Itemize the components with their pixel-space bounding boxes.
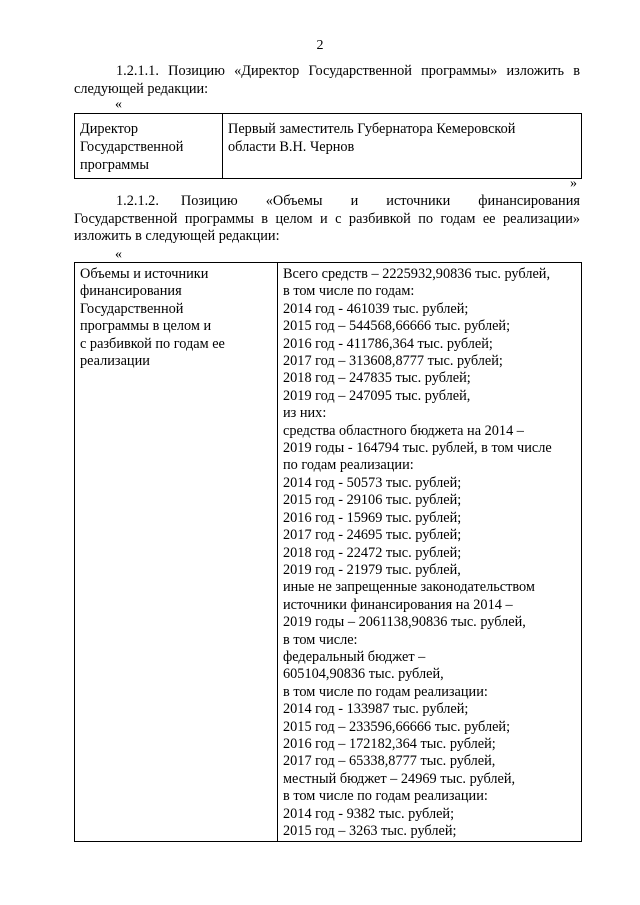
financing-value-line: из них: bbox=[283, 405, 327, 422]
financing-value-line: Всего средств – 2225932,90836 тыс. рублей, bbox=[283, 266, 551, 282]
financing-value-line: в том числе по годам реализации: bbox=[283, 788, 488, 805]
director-value-cell bbox=[223, 114, 582, 179]
open-quote-1: « bbox=[115, 97, 122, 112]
director-table bbox=[74, 113, 582, 179]
section-1-text: Позицию «Директор Государственной программы» изложить в следующей редакции: bbox=[74, 63, 580, 97]
financing-value-line: местный бюджет – 24969 тыс. рублей, bbox=[283, 770, 516, 787]
financing-value-line: 2015 год - 29106 тыс. рублей; bbox=[283, 492, 462, 509]
financing-value-line: иные не запрещенные законодательством bbox=[283, 579, 535, 596]
table-row bbox=[75, 263, 582, 842]
section-2-number: 1.2.1.2. bbox=[116, 193, 159, 209]
financing-value-line: 2015 год – 233596,66666 тыс. рублей; bbox=[283, 718, 511, 735]
financing-label-line: реализации bbox=[80, 353, 150, 370]
financing-value-line: 2019 год - 21979 тыс. рублей, bbox=[283, 561, 461, 578]
financing-value-line: 605104,90836 тыс. рублей, bbox=[283, 666, 444, 683]
financing-value-line: 2014 год - 50573 тыс. рублей; bbox=[283, 474, 462, 491]
financing-value-line: в том числе по годам реализации: bbox=[283, 683, 488, 700]
financing-label-line: Объемы и источники bbox=[80, 266, 209, 282]
financing-value-line: по годам реализации: bbox=[283, 457, 414, 474]
financing-value-line: 2019 год – 247095 тыс. рублей, bbox=[283, 387, 471, 404]
financing-value-line: 2017 год - 24695 тыс. рублей; bbox=[283, 527, 462, 544]
financing-value-line: 2018 год – 247835 тыс. рублей; bbox=[283, 370, 471, 387]
director-label-line: программы bbox=[80, 157, 150, 173]
financing-value-line: 2015 год – 3263 тыс. рублей; bbox=[283, 823, 457, 839]
financing-value-line: 2017 год – 313608,8777 тыс. рублей; bbox=[283, 353, 503, 370]
financing-value-line: в том числе по годам: bbox=[283, 283, 415, 300]
financing-value-line: 2014 год - 461039 тыс. рублей; bbox=[283, 300, 469, 317]
financing-value-line: 2014 год - 9382 тыс. рублей; bbox=[283, 805, 455, 822]
section-1-paragraph bbox=[74, 63, 580, 98]
section-2-word: Позицию bbox=[180, 193, 238, 209]
financing-label-cell bbox=[75, 263, 278, 842]
financing-table bbox=[74, 262, 582, 842]
section-2-word: источники bbox=[386, 193, 451, 209]
section-2-line-2: Государственной программы в целом и с разбивкой по годам ее реализации» bbox=[74, 210, 580, 227]
section-2-line-3: изложить в следующей редакции: bbox=[74, 228, 280, 244]
financing-value-line: 2017 год – 65338,8777 тыс. рублей, bbox=[283, 753, 496, 770]
director-label-line: Директор bbox=[80, 121, 139, 137]
director-label-cell bbox=[75, 114, 223, 179]
director-value-line: области В.Н. Чернов bbox=[228, 139, 355, 155]
financing-value-line: в том числе: bbox=[283, 631, 358, 648]
financing-value-line: 2016 год - 15969 тыс. рублей; bbox=[283, 509, 462, 526]
close-quote-1: » bbox=[570, 176, 577, 191]
section-2-first-line bbox=[74, 193, 580, 211]
section-2-paragraph bbox=[74, 193, 580, 246]
financing-value-line: источники финансирования на 2014 – bbox=[283, 596, 513, 613]
financing-value-line: средства областного бюджета на 2014 – bbox=[283, 422, 524, 439]
financing-value-line: 2019 годы - 164794 тыс. рублей, в том числе bbox=[283, 440, 552, 457]
financing-value-line: 2016 год - 411786,364 тыс. рублей; bbox=[283, 335, 493, 352]
director-value-line: Первый заместитель Губернатора Кемеровской bbox=[228, 121, 516, 137]
financing-value-line: 2018 год - 22472 тыс. рублей; bbox=[283, 544, 462, 561]
financing-label-line: программы в целом и bbox=[80, 318, 212, 335]
financing-label-line: финансирования bbox=[80, 283, 182, 300]
page-number: 2 bbox=[316, 38, 324, 53]
financing-value-line: 2016 год – 172182,364 тыс. рублей; bbox=[283, 735, 496, 752]
section-2-line-1 bbox=[181, 193, 580, 211]
financing-value-line: 2019 годы – 2061138,90836 тыс. рублей, bbox=[283, 614, 526, 631]
open-quote-2: « bbox=[115, 247, 122, 262]
financing-label-line: с разбивкой по годам ее bbox=[80, 335, 225, 352]
financing-value-line: 2015 год – 544568,66666 тыс. рублей; bbox=[283, 318, 511, 335]
financing-value-line: 2014 год - 133987 тыс. рублей; bbox=[283, 701, 469, 718]
financing-value-cell bbox=[278, 263, 582, 842]
section-2-word: «Объемы bbox=[265, 193, 323, 209]
section-1-number: 1.2.1.1. bbox=[116, 63, 159, 79]
section-2-word: финансирования bbox=[478, 193, 580, 209]
table-row bbox=[75, 114, 582, 179]
section-2-word: и bbox=[350, 193, 359, 209]
financing-label-line: Государственной bbox=[80, 300, 184, 317]
financing-value-line: федеральный бюджет – bbox=[283, 648, 426, 665]
director-label-line: Государственной bbox=[80, 139, 184, 155]
